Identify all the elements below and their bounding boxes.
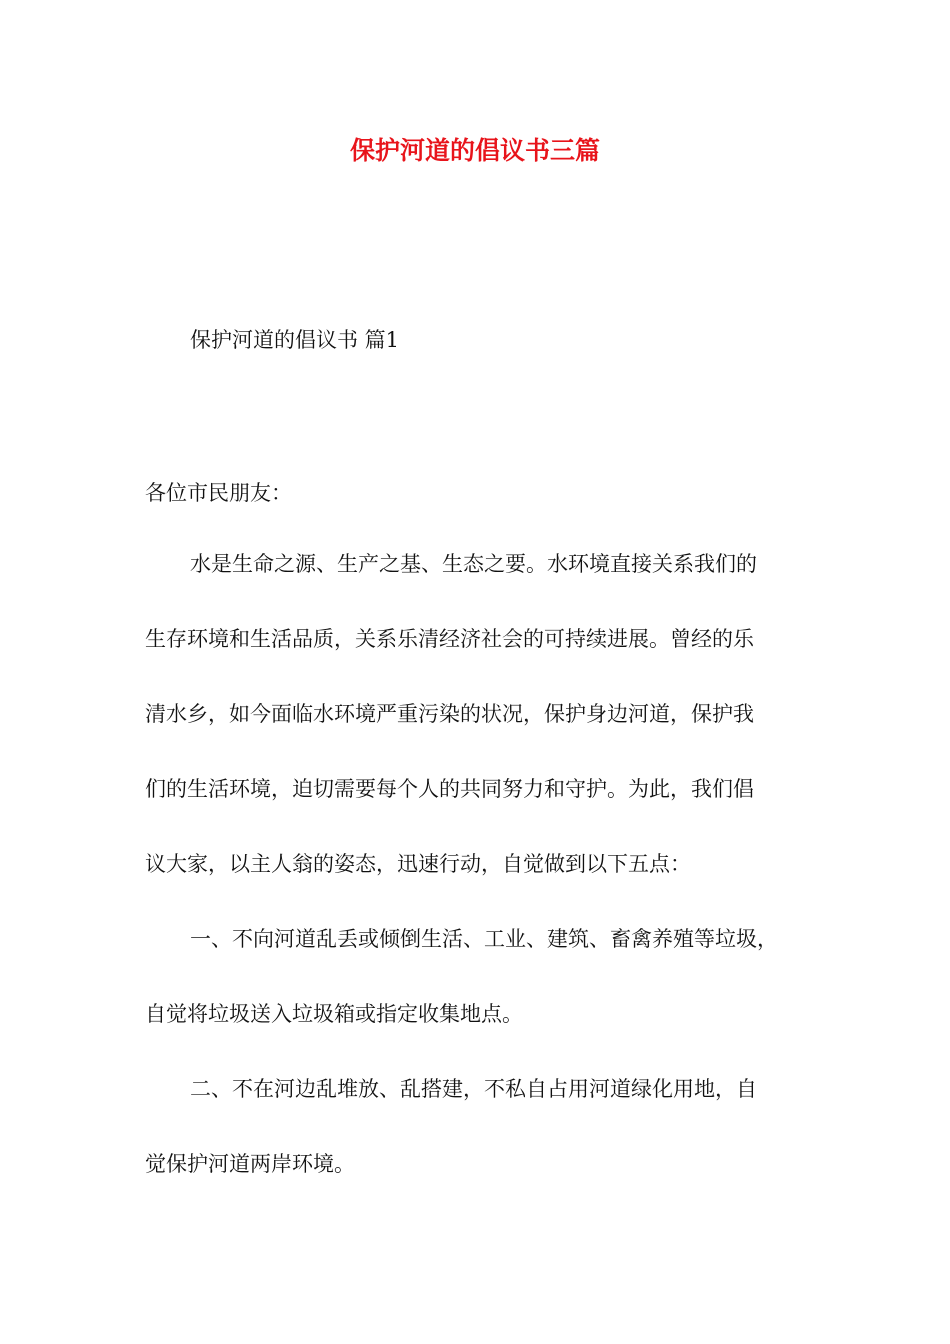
- section-heading: 保护河道的倡议书 篇1: [190, 328, 400, 352]
- paragraph-line: 清水乡，如今面临水环境严重污染的状况，保护身边河道，保护我: [145, 702, 754, 726]
- paragraph-line: 觉保护河道两岸环境。: [145, 1152, 355, 1176]
- salutation: 各位市民朋友：: [145, 481, 292, 505]
- paragraph-line: 议大家，以主人翁的姿态，迅速行动，自觉做到以下五点：: [145, 852, 691, 876]
- paragraph-line: 水是生命之源、生产之基、生态之要。水环境直接关系我们的: [190, 552, 757, 576]
- paragraph-line: 一、不向河道乱丢或倾倒生活、工业、建筑、畜禽养殖等垃圾，: [190, 927, 778, 951]
- paragraph-line: 二、不在河边乱堆放、乱搭建，不私自占用河道绿化用地，自: [190, 1077, 757, 1101]
- paragraph-line: 自觉将垃圾送入垃圾箱或指定收集地点。: [145, 1002, 523, 1026]
- document-title: 保护河道的倡议书三篇: [349, 136, 600, 165]
- paragraph-line: 生存环境和生活品质，关系乐清经济社会的可持续进展。曾经的乐: [145, 627, 754, 651]
- paragraph-line: 们的生活环境，迫切需要每个人的共同努力和守护。为此，我们倡: [145, 777, 754, 801]
